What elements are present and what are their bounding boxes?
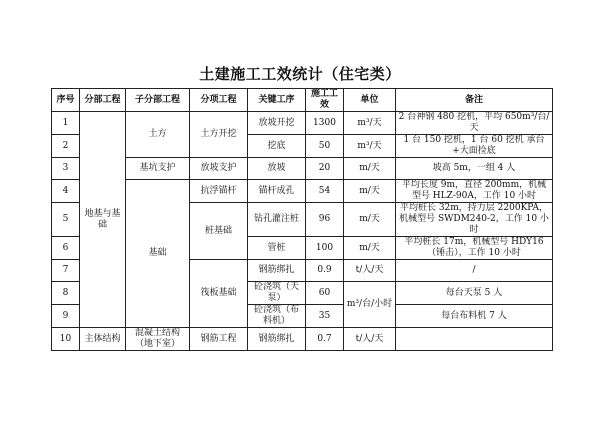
- fenxiang-cell: 桩基础: [190, 203, 248, 260]
- unit-cell: m/天: [344, 237, 396, 260]
- note-cell: 每台布料机 7 人: [396, 305, 553, 328]
- process-cell: 放坡: [248, 158, 306, 180]
- note-cell: 平均桩长 32m，持力层 2200KPA，机械型号 SWDM240-2，工作 10 小时: [396, 203, 553, 237]
- process-cell: 钢筋绑扎: [248, 328, 306, 351]
- fenxiang-cell: 放坡支护: [190, 158, 248, 180]
- header-cell: 分项工程: [190, 89, 248, 112]
- fenxiang-cell: 抗浮锚杆: [190, 180, 248, 203]
- efficiency-cell: 96: [306, 203, 344, 237]
- efficiency-cell: 1300: [306, 112, 344, 135]
- efficiency-cell: 0.7: [306, 328, 344, 351]
- row-number: 2: [52, 135, 80, 158]
- table-row: [52, 328, 553, 351]
- table-row: [52, 112, 553, 135]
- header-cell: 施工工效: [306, 89, 344, 112]
- note-cell: 2 台神钢 480 挖机，平均 650m³/台/天: [396, 112, 553, 135]
- header-cell: 分部工程: [80, 89, 126, 112]
- note-cell: /: [396, 260, 553, 282]
- zifenbu-cell: 基坑支护: [126, 158, 190, 180]
- zifenbu-cell: 基础: [126, 180, 190, 328]
- unit-cell: m³/天: [344, 135, 396, 158]
- efficiency-cell: 100: [306, 237, 344, 260]
- fenxiang-cell: 钢筋工程: [190, 328, 248, 351]
- page-title: 土建施工工效统计（住宅类）: [199, 65, 401, 83]
- row-number: 10: [52, 328, 80, 351]
- row-number: 5: [52, 203, 80, 237]
- header-cell: 单位: [344, 89, 396, 112]
- zifenbu-cell: 土方: [126, 112, 190, 158]
- process-cell: 放坡开挖: [248, 112, 306, 135]
- efficiency-cell: 35: [306, 305, 344, 328]
- note-cell: 1 台 150 挖机，1 台 60 挖机 承台+大面捡底: [396, 135, 553, 158]
- efficiency-cell: 0.9: [306, 260, 344, 282]
- note-cell: [396, 328, 553, 351]
- process-cell: 钢筋绑扎: [248, 260, 306, 282]
- process-cell: 管桩: [248, 237, 306, 260]
- note-cell: 每台天泵 5 人: [396, 282, 553, 305]
- unit-cell: t/人/天: [344, 260, 396, 282]
- header-cell: 序号: [52, 89, 80, 112]
- efficiency-cell: 54: [306, 180, 344, 203]
- row-number: 7: [52, 260, 80, 282]
- fenxiang-cell: 筏板基础: [190, 260, 248, 328]
- unit-cell: t/人/天: [344, 328, 396, 351]
- process-cell: 锚杆成孔: [248, 180, 306, 203]
- row-number: 3: [52, 158, 80, 180]
- header-cell: 关键工序: [248, 89, 306, 112]
- zifenbu-cell: 混凝土结构（地下室）: [126, 328, 190, 351]
- table-row: [52, 158, 553, 180]
- efficiency-table: [51, 88, 553, 351]
- header-cell: 子分部工程: [126, 89, 190, 112]
- row-number: 9: [52, 305, 80, 328]
- note-cell: 坡高 5m，一组 4 人: [396, 158, 553, 180]
- header-cell: 备注: [396, 89, 553, 112]
- note-cell: 平均长度 9m，直径 200mm，机械型号 HLZ-90A，工作 10 小时: [396, 180, 553, 203]
- unit-cell: m³/天: [344, 112, 396, 135]
- efficiency-cell: 60: [306, 282, 344, 305]
- process-cell: 砼浇筑（天泵）: [248, 282, 306, 305]
- row-number: 1: [52, 112, 80, 135]
- unit-cell: m³/台/小时: [344, 282, 396, 328]
- process-cell: 砼浇筑（布料机）: [248, 305, 306, 328]
- unit-cell: m/天: [344, 158, 396, 180]
- unit-cell: m/天: [344, 203, 396, 237]
- efficiency-cell: 20: [306, 158, 344, 180]
- row-number: 8: [52, 282, 80, 305]
- process-cell: 钻孔灌注桩: [248, 203, 306, 237]
- row-number: 4: [52, 180, 80, 203]
- row-number: 6: [52, 237, 80, 260]
- unit-cell: m/天: [344, 180, 396, 203]
- fenbu-cell: 主体结构: [80, 328, 126, 351]
- fenbu-cell: 地基与基础: [80, 112, 126, 328]
- efficiency-cell: 50: [306, 135, 344, 158]
- table-row: [52, 180, 553, 203]
- process-cell: 挖底: [248, 135, 306, 158]
- header-row: [52, 89, 553, 112]
- fenxiang-cell: 土方开挖: [190, 112, 248, 158]
- note-cell: 平均桩长 17m，机械型号 HDY16（锤击），工作 10 小时: [396, 237, 553, 260]
